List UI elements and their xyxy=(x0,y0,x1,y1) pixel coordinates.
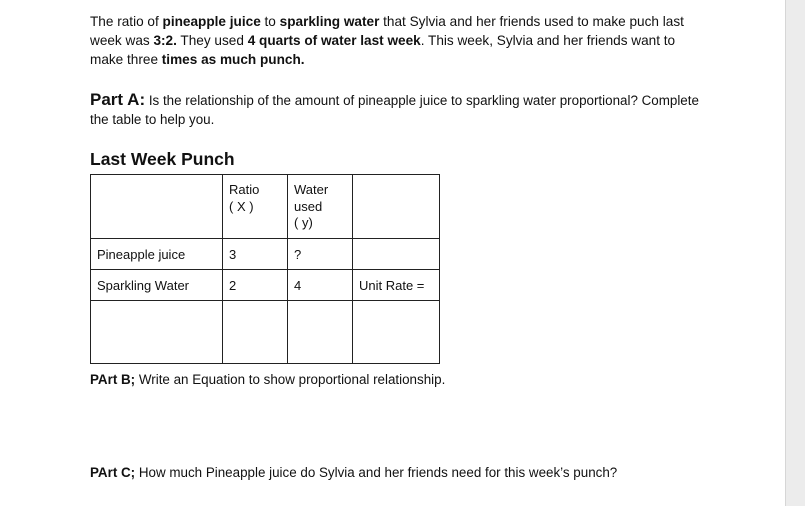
problem-intro xyxy=(90,12,710,69)
water-cell xyxy=(288,301,353,364)
unit-rate-label: Unit Rate = xyxy=(359,278,425,293)
part-a xyxy=(90,90,710,129)
header-cell-water-used xyxy=(288,175,353,239)
part-c-text: How much Pineapple juice do Sylvia and her friends need for this week’s punch? xyxy=(135,465,618,480)
intro-text-3: that Sylvia and her friends used to make puch last week was xyxy=(90,14,684,48)
unit-rate-cell xyxy=(353,270,440,301)
row-label-cell xyxy=(91,239,223,270)
intro-text-4: They used xyxy=(176,33,248,48)
intro-text-5: . This week, Sylvia and her friends want to make three xyxy=(90,33,676,67)
part-a-heading: Part A: xyxy=(90,90,146,109)
water-cell: ? xyxy=(288,239,353,270)
row-label-cell xyxy=(91,301,223,364)
part-b-text: Write an Equation to show proportional relationship. xyxy=(135,372,446,387)
intro-bold-sparkling: sparkling water xyxy=(279,14,380,29)
part-b xyxy=(90,370,445,389)
part-a-text: Is the relationship of the amount of pineapple juice to sparkling water proportional? Complete the table to help you. xyxy=(90,93,699,127)
header-cell-blank xyxy=(91,175,223,239)
extra-cell xyxy=(353,301,440,364)
table-row xyxy=(91,301,440,364)
part-c-label: PArt C; xyxy=(90,465,136,480)
table-row xyxy=(91,270,440,301)
ratio-cell: 2 xyxy=(223,270,288,301)
row-label-cell xyxy=(91,270,223,301)
header-water-label: Water used ( y) xyxy=(294,182,329,230)
row-label-sparkling: Sparkling Water xyxy=(97,278,189,293)
intro-bold-pineapple: pineapple juice xyxy=(162,14,261,29)
ratio-cell: 3 xyxy=(223,239,288,270)
extra-cell xyxy=(353,239,440,270)
intro-bold-quarts: 4 quarts of water last week xyxy=(247,33,421,48)
intro-text-1: The ratio of xyxy=(90,14,163,29)
intro-text-2: to xyxy=(260,14,280,29)
intro-bold-times: times as much punch. xyxy=(161,52,305,67)
table-title: Last Week Punch xyxy=(90,149,235,169)
water-cell: 4 xyxy=(288,270,353,301)
part-b-label: PArt B; xyxy=(90,372,136,387)
header-cell-ratio xyxy=(223,175,288,239)
table-header-row xyxy=(91,175,440,239)
punch-table xyxy=(90,174,440,364)
header-ratio-label: Ratio ( X ) xyxy=(229,182,260,214)
header-cell-empty xyxy=(353,175,440,239)
intro-bold-ratio: 3:2. xyxy=(153,33,177,48)
row-label-pineapple: Pineapple juice xyxy=(97,247,186,262)
table-row xyxy=(91,239,440,270)
ratio-cell xyxy=(223,301,288,364)
part-c xyxy=(90,463,617,482)
